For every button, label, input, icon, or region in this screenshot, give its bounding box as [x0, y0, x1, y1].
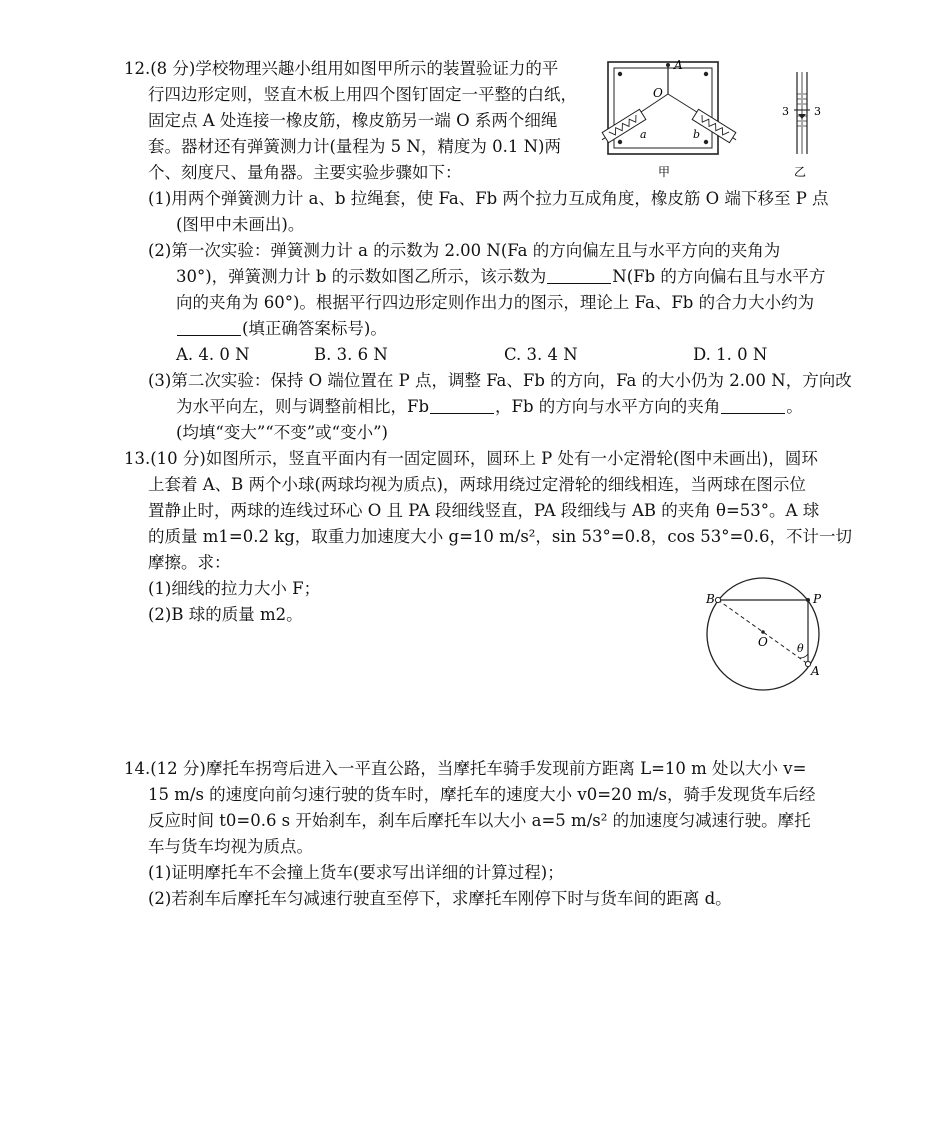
- point-p: [806, 598, 810, 602]
- q12-step3-line2-c: 。: [786, 397, 803, 416]
- scale-pointer: [798, 114, 806, 119]
- pin-bottom-left: [618, 140, 622, 144]
- center-o: [761, 630, 765, 634]
- q13-stem-3: 置静止时，两球的连线过环心 O 且 PA 段细线竖直，PA 段细线与 AB 的夹角 θ=53°。A 球: [148, 501, 820, 520]
- q12-number: 12.: [124, 59, 151, 78]
- q13-stem-4: 的质量 m1=0.2 kg，取重力加速度大小 g=10 m/s²，sin 53°=0.8，cos 53°=0.6，不计一切: [148, 527, 853, 546]
- q14-stem-2: 15 m/s 的速度向前匀速行驶的货车时，摩托车的速度大小 v0=20 m/s，骑手发现货车后经: [148, 785, 816, 804]
- q14-points: (12 分): [150, 759, 206, 778]
- label-o: O: [758, 635, 768, 649]
- label-a-scale: a: [640, 128, 647, 141]
- q12-step3-line2-a: 为水平向左，则与调整前相比，Fb: [176, 397, 430, 416]
- q14-stem-1: 摩托车拐弯后进入一平直公路，当摩托车骑手发现前方距离 L=10 m 处以大小 v=: [205, 759, 807, 778]
- figure-jia: [600, 52, 750, 182]
- answer-blank-b-reading[interactable]: [547, 268, 611, 284]
- scale-label-right: 3: [814, 105, 821, 118]
- label-b-scale: b: [693, 128, 701, 141]
- q12-step2-line2-a: 30°)，弹簧测力计 b 的示数如图乙所示，该示数为: [176, 267, 547, 286]
- label-a-point: A: [674, 58, 683, 72]
- ball-a: [805, 661, 810, 666]
- pin-top-left: [618, 72, 622, 76]
- pin-top-right: [704, 72, 708, 76]
- label-a: A: [811, 664, 820, 678]
- q12-step2-line3: 向的夹角为 60°)。根据平行四边形定则作出力的图示，理论上 Fa、Fb 的合力大小约为: [176, 293, 815, 312]
- option-c: C. 3. 4 N: [504, 345, 578, 364]
- q12-stem-4: 套。器材还有弹簧测力计(量程为 5 N，精度为 0.1 N)两: [148, 137, 561, 156]
- option-a: A. 4. 0 N: [176, 345, 250, 364]
- q12-stem-1: 学校物理兴趣小组用如图甲所示的装置验证力的平: [195, 59, 559, 78]
- q14-sub-1: (1)证明摩托车不会撞上货车(要求写出详细的计算过程)；: [148, 863, 564, 882]
- q13-stem-1: 如图所示，竖直平面内有一固定圆环，圆环上 P 处有一小定滑轮(图中未画出)，圆环: [205, 449, 818, 468]
- ring: [707, 578, 819, 690]
- q12-step3-line1: (3)第二次实验：保持 O 端位置在 P 点，调整 Fa、Fb 的方向，Fa 的大小仍为 2.00 N，方向改: [148, 371, 852, 390]
- label-p: P: [813, 592, 822, 606]
- q14-number: 14.: [124, 759, 151, 778]
- q12-step3-line2: [176, 396, 803, 418]
- spring-scale-a: [599, 109, 646, 145]
- q12-step2-line2-b: N(Fb 的方向偏右且与水平方: [612, 267, 826, 286]
- label-b: B: [706, 592, 715, 606]
- q12-step3-line3: (均填“变大”“不变”或“变小”): [176, 423, 388, 442]
- q14-line-1: [124, 758, 806, 780]
- label-theta: θ: [797, 642, 804, 655]
- q12-step2-line4-text: (填正确答案标号)。: [242, 319, 387, 338]
- caption-yi: 乙: [794, 165, 807, 179]
- board-outer: [608, 62, 718, 154]
- figure-yi: [778, 72, 828, 182]
- q12-points: (8 分): [150, 59, 196, 78]
- q12-step1-line1: (1)用两个弹簧测力计 a、b 拉绳套，使 Fa、Fb 两个拉力互成角度，橡皮筋 O 端下移至 P 点: [148, 189, 829, 208]
- ball-b: [715, 597, 720, 602]
- q13-sub-1: (1)细线的拉力大小 F；: [148, 579, 321, 598]
- q14-stem-4: 车与货车均视为质点。: [148, 837, 313, 856]
- q14-stem-3: 反应时间 t0=0.6 s 开始刹车，刹车后摩托车以大小 a=5 m/s² 的加速度匀减速行驶。摩托: [148, 811, 811, 830]
- string-right: [668, 94, 700, 114]
- q13-stem-2: 上套着 A、B 两个小球(两球均视为质点)，两球用绕过定滑轮的细线相连，当两球在图示位: [148, 475, 806, 494]
- scale-label-left: 3: [782, 105, 789, 118]
- q13-line-1: [124, 448, 818, 470]
- q12-step2-line1: (2)第一次实验：弹簧测力计 a 的示数为 2.00 N(Fa 的方向偏左且与水平方向的夹角为: [148, 241, 781, 260]
- answer-blank-resultant[interactable]: [177, 320, 241, 336]
- q12-stem-2: 行四边形定则，竖直木板上用四个图钉固定一平整的白纸，: [148, 85, 577, 104]
- q12-step2-line4: [176, 318, 387, 340]
- option-b: B. 3. 6 N: [314, 345, 388, 364]
- q12-step3-line2-b: ，Fb 的方向与水平方向的夹角: [495, 397, 721, 416]
- q12-step1-line2: (图甲中未画出)。: [176, 215, 305, 234]
- q12-stem-3: 固定点 A 处连接一橡皮筋，橡皮筋另一端 O 系两个细绳: [148, 111, 558, 130]
- q14-sub-2: (2)若刹车后摩托车匀减速行驶直至停下，求摩托车刚停下时与货车间的距离 d。: [148, 889, 732, 908]
- answer-blank-fb-change[interactable]: [430, 398, 494, 414]
- caption-jia: 甲: [658, 165, 671, 179]
- option-d: D. 1. 0 N: [693, 345, 768, 364]
- figure-circle: [700, 584, 830, 704]
- q13-sub-2: (2)B 球的质量 m2。: [148, 605, 303, 624]
- pin-bottom-right: [704, 140, 708, 144]
- q13-points: (10 分): [150, 449, 206, 468]
- q12-step2-line2: [176, 266, 825, 288]
- q12-stem-5: 个、刻度尺、量角器。主要实验步骤如下：: [148, 163, 462, 182]
- q12-line-1: [124, 58, 558, 80]
- q13-stem-5: 摩擦。求：: [148, 553, 231, 572]
- answer-blank-angle-change[interactable]: [721, 398, 785, 414]
- q13-number: 13.: [124, 449, 151, 468]
- label-o-point: O: [653, 86, 663, 100]
